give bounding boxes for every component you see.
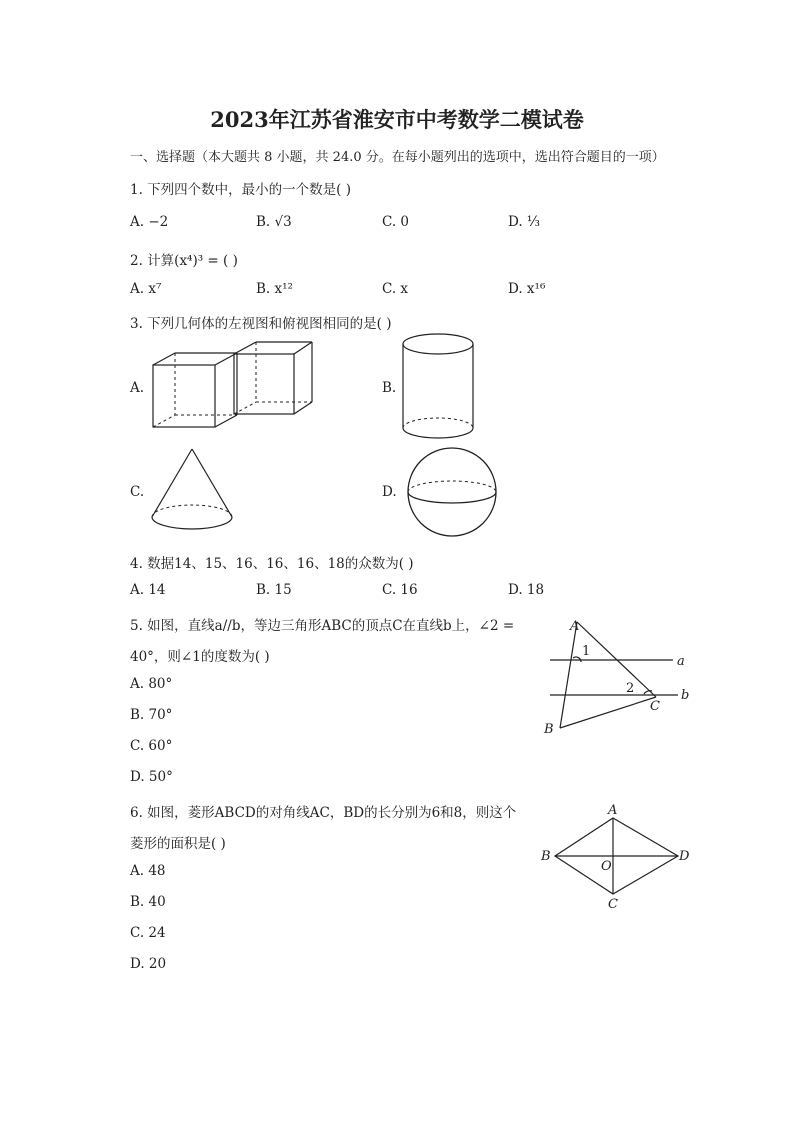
page-title: 2023年江苏省淮安市中考数学二模试卷	[210, 107, 584, 132]
section-heading: 一、选择题（本大题共 8 小题，共 24.0 分。在每小题列出的选项中，选出符合题目的一项）	[130, 150, 665, 165]
q2-option-a: A. x⁷	[130, 281, 162, 297]
q3-option-b: B.	[382, 380, 397, 396]
q5-option-d: D. 50°	[130, 769, 173, 785]
q2-option-b: B. x¹²	[256, 281, 293, 297]
fig6-label-A: A	[608, 803, 618, 818]
q6-option-c: C. 24	[130, 925, 166, 941]
cone-figure	[148, 445, 238, 537]
q5-option-a: A. 80°	[130, 676, 173, 692]
fig5-angle-1: 1	[582, 644, 591, 659]
q6-option-d: D. 20	[130, 956, 167, 972]
q3-option-d: D.	[382, 484, 397, 500]
q3-stem: 3. 下列几何体的左视图和俯视图相同的是( )	[130, 316, 392, 332]
q1-option-c: C. 0	[382, 214, 410, 230]
q6-stem-line2: 菱形的面积是( )	[130, 836, 226, 852]
fig5-label-b: b	[681, 688, 690, 703]
fig6-label-B: B	[541, 849, 551, 864]
q5-option-b: B. 70°	[130, 707, 173, 723]
fig6-label-D: D	[679, 849, 690, 864]
q3-option-a: A.	[130, 380, 145, 396]
fig5-label-C: C	[650, 699, 660, 714]
q2-stem: 2. 计算(x⁴)³ = ( )	[130, 253, 238, 269]
q4-option-a: A. 14	[130, 582, 166, 598]
rhombus-figure	[540, 800, 695, 912]
two-cubes-figure	[150, 340, 316, 430]
q6-stem-line1: 6. 如图，菱形ABCD的对角线AC，BD的长分别为6和8，则这个	[130, 805, 517, 821]
q1-option-b: B. √3	[256, 214, 292, 230]
q6-option-b: B. 40	[130, 894, 166, 910]
q5-option-c: C. 60°	[130, 738, 173, 754]
q2-option-c: C. x	[382, 281, 409, 297]
q3-option-c: C.	[130, 484, 145, 500]
q4-option-d: D. 18	[508, 582, 545, 598]
q5-stem-line1: 5. 如图，直线a//b，等边三角形ABC的顶点C在直线b上，∠2 =	[130, 618, 515, 634]
sphere-figure	[402, 444, 500, 540]
cylinder-figure	[400, 332, 480, 444]
q1-stem: 1. 下列四个数中，最小的一个数是( )	[130, 182, 351, 198]
fig6-label-O: O	[601, 859, 612, 874]
q4-option-c: C. 16	[382, 582, 418, 598]
q1-option-d: D. ⅓	[508, 214, 541, 230]
q1-option-a: A. −2	[130, 214, 169, 230]
fig5-label-B: B	[544, 722, 554, 737]
q4-stem: 4. 数据14、15、16、16、16、18的众数为( )	[130, 556, 414, 572]
fig5-label-A: A	[570, 619, 580, 634]
q5-stem-line2: 40°，则∠1的度数为( )	[130, 649, 270, 665]
fig5-label-a: a	[677, 654, 685, 669]
triangle-parallel-lines-figure	[540, 612, 700, 738]
q6-option-a: A. 48	[130, 863, 166, 879]
fig5-angle-2: 2	[626, 681, 635, 696]
fig6-label-C: C	[608, 897, 618, 912]
q2-option-d: D. x¹⁶	[508, 281, 546, 297]
q4-option-b: B. 15	[256, 582, 292, 598]
